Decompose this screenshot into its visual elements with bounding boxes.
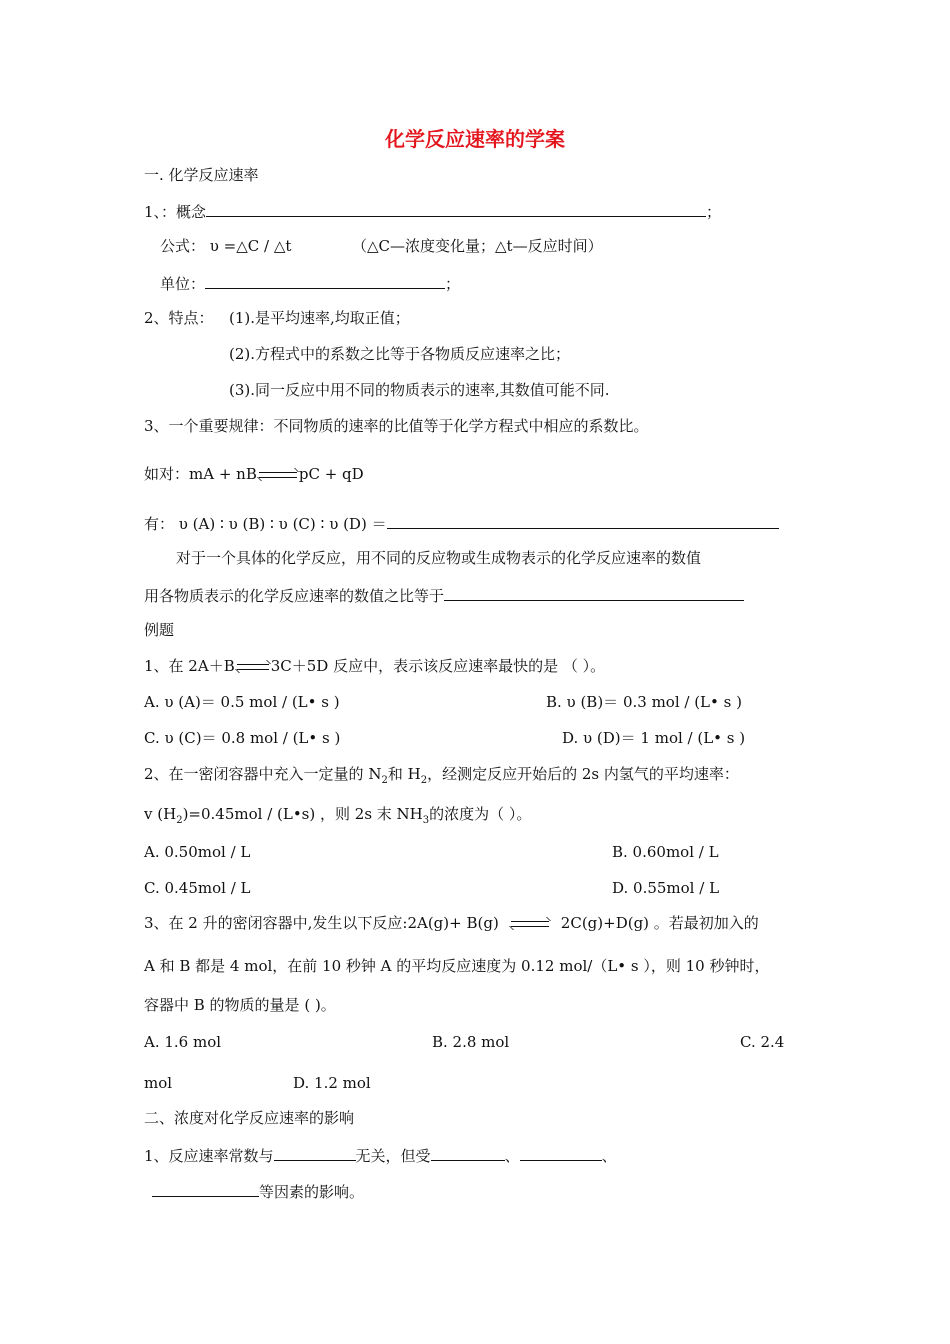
q3-option-c-unit: mol — [144, 1074, 173, 1092]
ratio-label: 有： υ (A) ∶ υ (B) ∶ υ (C) ∶ υ (D) ＝ — [144, 515, 387, 533]
ratio-line — [144, 512, 779, 534]
q2-option-c[interactable]: C. 0.45mol / L — [144, 879, 251, 897]
paragraph-text: 用各物质表示的化学反应速率的数值之比等于 — [144, 587, 445, 605]
q2-sub: 2 — [420, 775, 428, 786]
q2-part: 和 H — [387, 765, 421, 783]
feature-3: (3).同一反应中用不同的物质表示的速率,其数值可能不同. — [229, 381, 610, 399]
unit-end: ； — [445, 275, 461, 293]
q2-option-b[interactable]: B. 0.60mol / L — [612, 843, 719, 861]
q3-part: 2C(g)+D(g) 。若最初加入的 — [560, 914, 759, 932]
q3-option-d[interactable]: D. 1.2 mol — [293, 1074, 371, 1092]
q2-part: v (H — [144, 805, 177, 823]
concept-end: ； — [706, 203, 722, 221]
question-3-line-3: 容器中 B 的物质的量是 ( )。 — [144, 996, 336, 1014]
examples-heading: 例题 — [144, 621, 175, 639]
rule-line: 3、一个重要规律：不同物质的速率的比值等于化学方程式中相应的系数比。 — [144, 417, 649, 435]
example-equation — [144, 464, 364, 484]
question-3 — [144, 913, 759, 933]
equilibrium-arrow-icon — [511, 917, 549, 931]
q2-part: )=0.45mol / (L•s) ，则 2s 末 NH — [182, 805, 423, 823]
ratio-rule-blank[interactable] — [444, 584, 744, 601]
paragraph-line-2 — [144, 584, 744, 606]
factor-blank-2[interactable] — [520, 1144, 602, 1161]
ratio-blank[interactable] — [387, 512, 779, 529]
question-1 — [144, 656, 605, 676]
formula-line: 公式： υ =△C / △t — [160, 237, 292, 255]
question-3-line-2: A 和 B 都是 4 mol，在前 10 秒钟 A 的平均反应速度为 0.12 mol/（L• s ），则 10 秒钟时， — [144, 957, 770, 975]
equation-right: pC + qD — [298, 465, 364, 483]
q1-option-a[interactable]: A. υ (A)＝ 0.5 mol / (L• s ) — [144, 693, 340, 711]
features-label: 2、特点： — [144, 309, 214, 327]
q2-part: 的浓度为（ ）。 — [429, 805, 532, 823]
question-2 — [144, 764, 739, 784]
q3-option-b[interactable]: B. 2.8 mol — [432, 1033, 510, 1051]
unit-line — [160, 272, 460, 294]
formula-note: （△C—浓度变化量；△t—反应时间） — [352, 237, 603, 255]
s2-text: 、 — [601, 1147, 617, 1165]
concept-label: 1、：概念 — [144, 203, 207, 221]
q2-sub: 3 — [422, 815, 430, 826]
s2-text: 无关，但受 — [355, 1147, 431, 1165]
question-1-end: 3C＋5D 反应中，表示该反应速率最快的是 （ ）。 — [270, 657, 606, 675]
concept-blank[interactable] — [206, 200, 706, 217]
section-1-heading: 一. 化学反应速率 — [144, 166, 259, 184]
feature-1: (1).是平均速率,均取正值； — [229, 309, 410, 327]
q3-option-a[interactable]: A. 1.6 mol — [144, 1033, 222, 1051]
s2-text: 等因素的影响。 — [259, 1183, 365, 1201]
section-2-heading: 二、浓度对化学反应速率的影响 — [144, 1109, 355, 1127]
concept-line — [144, 200, 721, 222]
q2-part: ，经测定反应开始后的 2s 内氢气的平均速率： — [427, 765, 739, 783]
q1-option-d[interactable]: D. υ (D)＝ 1 mol / (L• s ) — [562, 729, 746, 747]
rate-constant-blank[interactable] — [274, 1144, 356, 1161]
s2-text: 、 — [504, 1147, 520, 1165]
q2-option-a[interactable]: A. 0.50mol / L — [144, 843, 251, 861]
unit-label: 单位： — [160, 275, 206, 293]
q3-option-c[interactable]: C. 2.4 — [740, 1033, 785, 1051]
q1-option-c[interactable]: C. υ (C)＝ 0.8 mol / (L• s ) — [144, 729, 341, 747]
factor-blank-3[interactable] — [152, 1180, 259, 1197]
factor-blank-1[interactable] — [431, 1144, 505, 1161]
section-2-line-1 — [144, 1144, 617, 1166]
q2-part: 2、在一密闭容器中充入一定量的 N — [144, 765, 382, 783]
equilibrium-arrow-icon — [237, 660, 269, 674]
q3-part: 3、在 2 升的密闭容器中,发生以下反应:2A(g)+ B(g) — [144, 914, 499, 932]
q2-sub: 2 — [176, 815, 183, 826]
paragraph-line-1: 对于一个具体的化学反应，用不同的反应物或生成物表示的化学反应速率的数值 — [176, 549, 702, 567]
equilibrium-arrow-icon — [259, 468, 297, 482]
question-1-start: 1、在 2A＋B — [144, 657, 235, 675]
section-2-line-2 — [152, 1180, 364, 1202]
q2-option-d[interactable]: D. 0.55mol / L — [612, 879, 720, 897]
question-2-line-2 — [144, 804, 531, 824]
feature-2: (2).方程式中的系数之比等于各物质反应速率之比； — [229, 345, 571, 363]
unit-blank[interactable] — [205, 272, 445, 289]
q1-option-b[interactable]: B. υ (B)＝ 0.3 mol / (L• s ) — [546, 693, 742, 711]
s2-text: 1、反应速率常数与 — [144, 1147, 274, 1165]
equation-left: 如对：mA + nB — [144, 465, 257, 483]
q2-sub: 2 — [381, 775, 388, 786]
page-title: 化学反应速率的学案 — [385, 127, 565, 151]
